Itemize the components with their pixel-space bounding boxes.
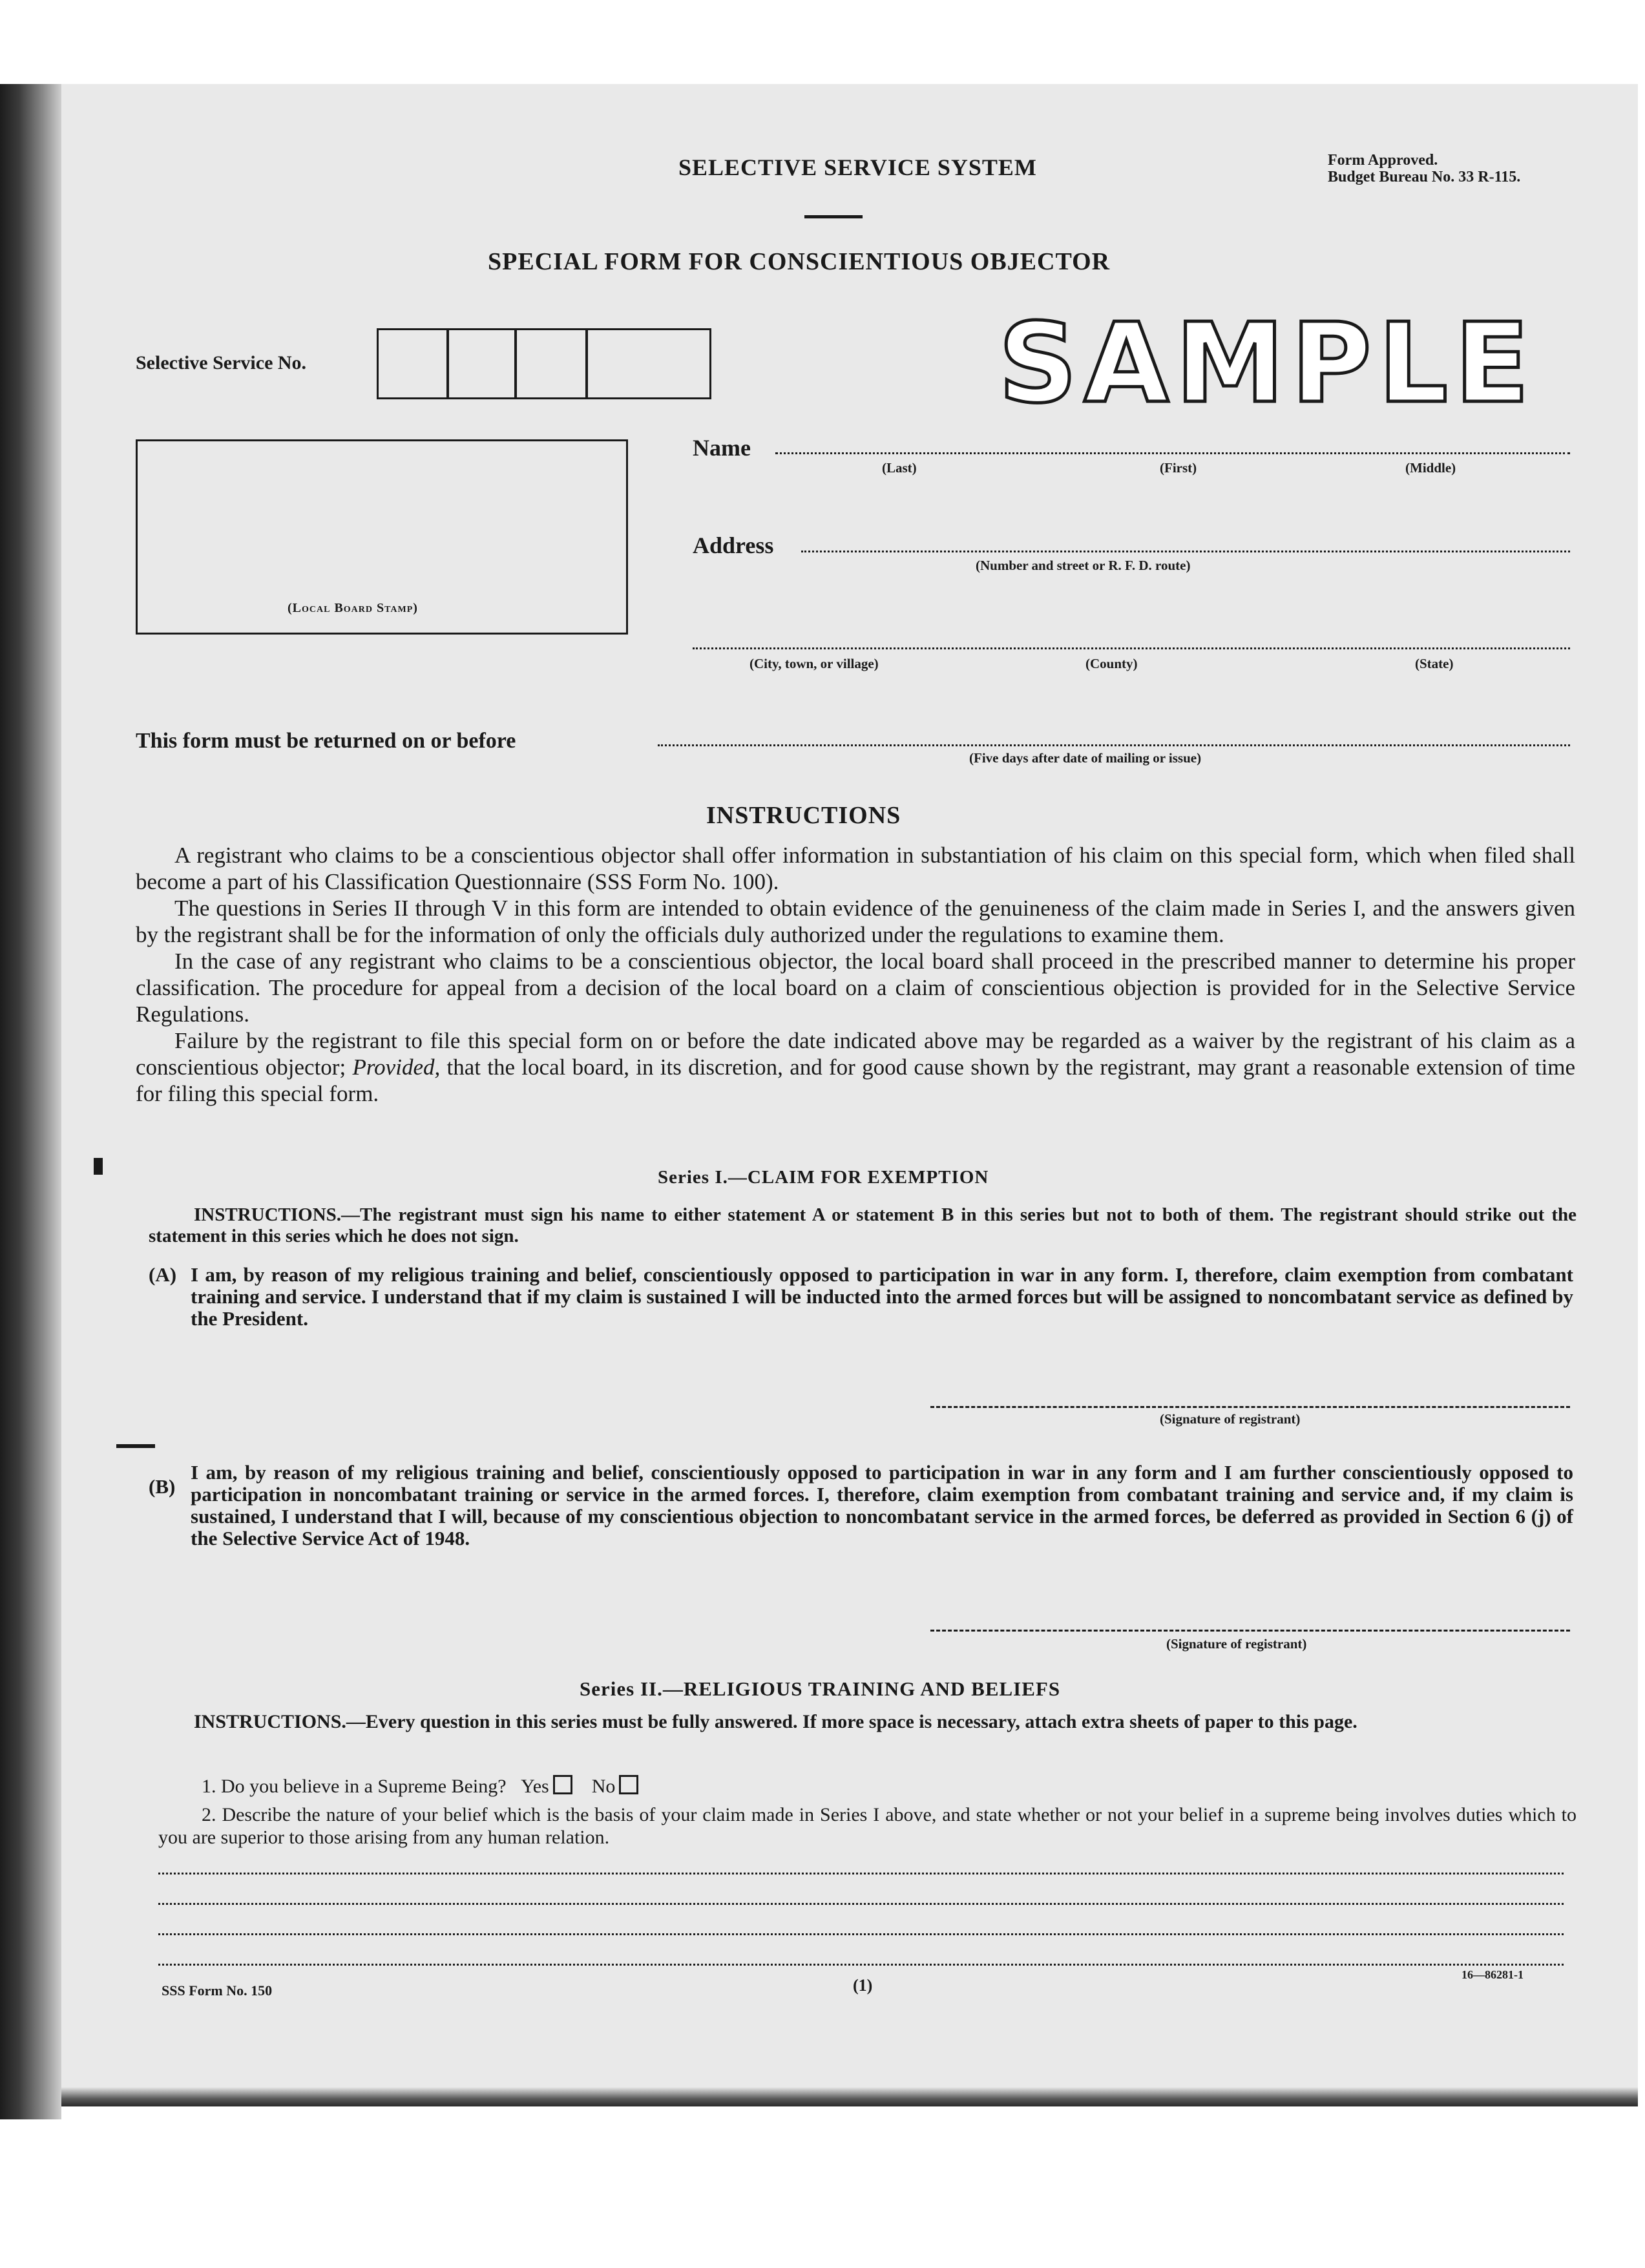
agency-name: SELECTIVE SERVICE SYSTEM: [678, 154, 1037, 180]
series-2-heading: Series II.—RELIGIOUS TRAINING AND BELIEFS: [580, 1677, 1061, 1700]
answer-line[interactable]: [158, 1933, 1564, 1935]
name-label: Name: [693, 435, 751, 461]
statement-b-text: I am, by reason of my religious training and belief, conscientiously opposed to participation in war in any form and I am further conscientiously opposed to participation in noncombatant training or service in the armed forces. I, therefore, claim exemption from combatant training and service and, if my claim is sustained, I understand that I will, because of my conscientious objection to noncombatant service in the armed forces, be deferred as provided in Section 6 (j) of the Selective Service Act of 1948.: [191, 1461, 1573, 1549]
address-state-caption: (State): [1415, 656, 1454, 671]
address-street-field[interactable]: [801, 551, 1570, 552]
address-street-caption: (Number and street or R. F. D. route): [976, 558, 1191, 573]
scan-edge: [0, 84, 61, 2119]
statement-b-letter: (B): [149, 1475, 176, 1498]
address-city-field[interactable]: [693, 647, 1570, 649]
name-middle-caption: (Middle): [1405, 460, 1456, 476]
instructions-paragraph: The questions in Series II through V in this form are intended to obtain evidence of the genuineness of the claim made in Series I, and the answers given by the registrant shall be for the information of only the officials duly authorized under the regulations to examine them.: [136, 896, 1575, 947]
provided-word: Provided,: [352, 1055, 441, 1080]
signature-a-caption: (Signature of registrant): [1160, 1411, 1301, 1427]
instructions-paragraph: [136, 1027, 1575, 1107]
yes-checkbox[interactable]: [553, 1775, 572, 1794]
instructions-text: Failure by the registrant to file this special form on or before the date indicated above may be regarded as a waiver by the registrant of his claim as a conscientious objector;: [136, 1028, 1575, 1080]
series-2-instructions: INSTRUCTIONS.—Every question in this series must be fully answered. If more space is necessary, attach extra sheets of paper to this page.: [194, 1711, 1357, 1732]
return-date-field[interactable]: [658, 744, 1570, 746]
budget-bureau-line: Budget Bureau No. 33 R-115.: [1328, 169, 1521, 185]
name-first-caption: (First): [1160, 460, 1197, 476]
header-rule: [804, 215, 863, 218]
address-county-caption: (County): [1085, 656, 1138, 671]
approval-note: [1328, 152, 1520, 185]
instructions-body: [136, 842, 1575, 1107]
form-number: SSS Form No. 150: [162, 1982, 273, 1999]
statement-a-text: I am, by reason of my religious training and belief, conscientiously opposed to participation in war in any form. I, therefore, claim exemption from combatant training and service. I understand that if my claim is sustained I will be inducted into the armed forces but will be assigned to noncombatant service as defined by the President.: [191, 1263, 1573, 1330]
signature-b-caption: (Signature of registrant): [1166, 1636, 1307, 1652]
answer-line[interactable]: [158, 1903, 1564, 1905]
answer-line[interactable]: [158, 1873, 1564, 1874]
stamp-label: (Local Board Stamp): [288, 601, 418, 615]
no-label: No: [591, 1776, 616, 1797]
yes-label: Yes: [521, 1776, 549, 1797]
series-1-heading: Series I.—CLAIM FOR EXEMPTION: [658, 1167, 989, 1188]
no-checkbox[interactable]: [619, 1775, 638, 1794]
answer-line[interactable]: [158, 1964, 1564, 1966]
approval-line: Form Approved.: [1328, 152, 1438, 169]
series-1-instructions: INSTRUCTIONS.—The registrant must sign his name to either statement A or statement B in this series but not to both of them. The registrant should strike out the statement in this series which he does not sign.: [149, 1204, 1577, 1246]
ssn-input-box[interactable]: [377, 328, 711, 399]
signature-line-a[interactable]: [930, 1406, 1570, 1408]
address-city-caption: (City, town, or village): [749, 656, 879, 671]
name-last-caption: (Last): [882, 460, 917, 476]
return-date-caption: (Five days after date of mailing or issue): [969, 750, 1202, 766]
margin-mark: [94, 1158, 103, 1175]
return-date-label: This form must be returned on or before: [136, 729, 516, 753]
signature-line-b[interactable]: [930, 1630, 1570, 1632]
margin-mark: [116, 1444, 155, 1448]
question-1-text: 1. Do you believe in a Supreme Being?: [202, 1776, 507, 1797]
name-field[interactable]: [775, 452, 1570, 454]
instructions-text: that the local board, in its discretion, and for good cause shown by the registrant, may grant a reasonable extension of time for filing this special form.: [136, 1055, 1576, 1106]
instructions-paragraph: A registrant who claims to be a conscientious objector shall offer information in substantiation of his claim on this special form, which when filed shall become a part of his Classification Questionnaire (SSS Form No. 100).: [136, 843, 1575, 894]
page-number: (1): [853, 1976, 873, 1995]
ssn-divider: [514, 330, 517, 397]
instructions-paragraph: In the case of any registrant who claims to be a conscientious objector, the local board shall proceed in the prescribed manner to determine his proper classification. The procedure for appeal from a decision of the local board on a claim of conscientious objection is provided for in the Selective Service Regulations.: [136, 949, 1575, 1027]
question-1: [202, 1775, 638, 1798]
instructions-heading: INSTRUCTIONS: [706, 802, 901, 829]
sample-watermark: SAMPLE: [998, 300, 1536, 428]
address-label: Address: [693, 532, 774, 558]
scan-shadow: [61, 2087, 1638, 2106]
ssn-divider: [446, 330, 449, 397]
ssn-label: Selective Service No.: [136, 352, 307, 373]
form-title: SPECIAL FORM FOR CONSCIENTIOUS OBJECTOR: [488, 248, 1111, 275]
question-2-text: 2. Describe the nature of your belief which is the basis of your claim made in Series I above, and state whether or not your belief in a supreme being involves duties which to you are superior to those arising from any human relation.: [158, 1804, 1577, 1848]
print-code: 16—86281-1: [1462, 1968, 1524, 1981]
statement-a-letter: (A): [149, 1263, 177, 1286]
ssn-divider: [585, 330, 588, 397]
